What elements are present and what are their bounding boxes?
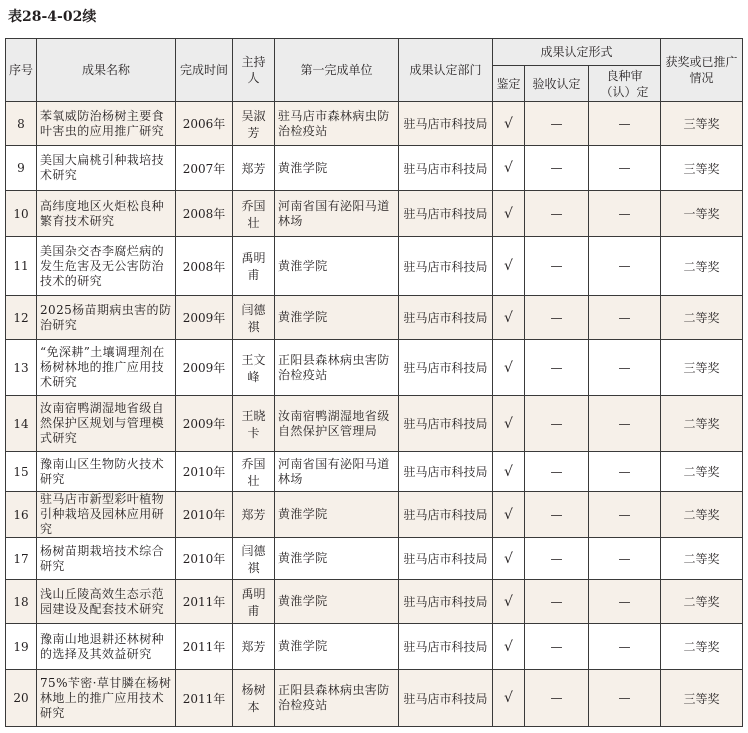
form-jianding-mark: √ bbox=[493, 102, 525, 146]
form-liangzhong-mark: — bbox=[589, 670, 661, 727]
header-form-liangzhong: 良种审（认）定 bbox=[589, 66, 661, 102]
achievement-name: 驻马店市新型彩叶植物引种栽培及园林应用研究 bbox=[37, 492, 176, 538]
row-number: 18 bbox=[6, 580, 37, 624]
first-unit: 黄淮学院 bbox=[275, 580, 399, 624]
header-form-jianding: 鉴定 bbox=[493, 66, 525, 102]
row-number: 11 bbox=[6, 237, 37, 296]
completion-time: 2010年 bbox=[176, 492, 233, 538]
certifying-dept: 驻马店市科技局 bbox=[399, 340, 493, 396]
completion-time: 2006年 bbox=[176, 102, 233, 146]
certifying-dept: 驻马店市科技局 bbox=[399, 296, 493, 340]
table-body bbox=[6, 102, 743, 727]
table-row bbox=[6, 340, 743, 396]
row-number: 9 bbox=[6, 146, 37, 191]
certifying-dept: 驻马店市科技局 bbox=[399, 396, 493, 452]
form-yanshou-mark: — bbox=[525, 624, 589, 670]
row-number: 17 bbox=[6, 538, 37, 580]
certifying-dept: 驻马店市科技局 bbox=[399, 580, 493, 624]
form-jianding-mark: √ bbox=[493, 624, 525, 670]
header-host: 主持人 bbox=[233, 39, 275, 102]
table-row bbox=[6, 538, 743, 580]
achievement-name: 美国大扁桃引种栽培技术研究 bbox=[37, 146, 176, 191]
achievement-name: 豫南山区生物防火技术研究 bbox=[37, 452, 176, 492]
form-jianding-mark: √ bbox=[493, 492, 525, 538]
form-liangzhong-mark: — bbox=[589, 340, 661, 396]
completion-time: 2009年 bbox=[176, 296, 233, 340]
award-status: 一等奖 bbox=[661, 191, 743, 237]
row-number: 13 bbox=[6, 340, 37, 396]
row-number: 16 bbox=[6, 492, 37, 538]
certifying-dept: 驻马店市科技局 bbox=[399, 146, 493, 191]
host-person: 郑芳 bbox=[233, 624, 275, 670]
header-form-yanshou: 验收认定 bbox=[525, 66, 589, 102]
host-person: 杨树本 bbox=[233, 670, 275, 727]
row-number: 20 bbox=[6, 670, 37, 727]
award-status: 二等奖 bbox=[661, 624, 743, 670]
table-row bbox=[6, 191, 743, 237]
form-yanshou-mark: — bbox=[525, 237, 589, 296]
form-jianding-mark: √ bbox=[493, 538, 525, 580]
host-person: 郑芳 bbox=[233, 492, 275, 538]
completion-time: 2008年 bbox=[176, 237, 233, 296]
first-unit: 驻马店市森林病虫防治检疫站 bbox=[275, 102, 399, 146]
header-name: 成果名称 bbox=[37, 39, 176, 102]
form-liangzhong-mark: — bbox=[589, 237, 661, 296]
form-liangzhong-mark: — bbox=[589, 102, 661, 146]
table-row bbox=[6, 102, 743, 146]
host-person: 郑芳 bbox=[233, 146, 275, 191]
table-row bbox=[6, 624, 743, 670]
form-yanshou-mark: — bbox=[525, 340, 589, 396]
row-number: 19 bbox=[6, 624, 37, 670]
achievement-name: 汝南宿鸭湖湿地省级自然保护区规划与管理模式研究 bbox=[37, 396, 176, 452]
host-person: 王晓卡 bbox=[233, 396, 275, 452]
certifying-dept: 驻马店市科技局 bbox=[399, 191, 493, 237]
host-person: 禹明甫 bbox=[233, 237, 275, 296]
host-person: 禹明甫 bbox=[233, 580, 275, 624]
completion-time: 2007年 bbox=[176, 146, 233, 191]
certifying-dept: 驻马店市科技局 bbox=[399, 452, 493, 492]
header-unit: 第一完成单位 bbox=[275, 39, 399, 102]
form-liangzhong-mark: — bbox=[589, 492, 661, 538]
achievement-name: 75%苄密·草甘膦在杨树林地上的推广应用技术研究 bbox=[37, 670, 176, 727]
row-number: 14 bbox=[6, 396, 37, 452]
award-status: 二等奖 bbox=[661, 538, 743, 580]
form-liangzhong-mark: — bbox=[589, 146, 661, 191]
achievement-name: 苯氧威防治杨树主要食叶害虫的应用推广研究 bbox=[37, 102, 176, 146]
host-person: 乔国壮 bbox=[233, 452, 275, 492]
award-status: 二等奖 bbox=[661, 396, 743, 452]
certifying-dept: 驻马店市科技局 bbox=[399, 624, 493, 670]
table-caption: 表28-4-02续 bbox=[8, 9, 97, 25]
first-unit: 黄淮学院 bbox=[275, 624, 399, 670]
award-status: 二等奖 bbox=[661, 492, 743, 538]
row-number: 8 bbox=[6, 102, 37, 146]
host-person: 乔国壮 bbox=[233, 191, 275, 237]
header-dept: 成果认定部门 bbox=[399, 39, 493, 102]
completion-time: 2011年 bbox=[176, 670, 233, 727]
form-yanshou-mark: — bbox=[525, 492, 589, 538]
table-row bbox=[6, 296, 743, 340]
achievement-name: 豫南山地退耕还林树种的选择及其效益研究 bbox=[37, 624, 176, 670]
completion-time: 2011年 bbox=[176, 580, 233, 624]
header-award: 获奖或已推广情况 bbox=[661, 39, 743, 102]
header-time: 完成时间 bbox=[176, 39, 233, 102]
form-jianding-mark: √ bbox=[493, 296, 525, 340]
completion-time: 2009年 bbox=[176, 340, 233, 396]
form-liangzhong-mark: — bbox=[589, 538, 661, 580]
first-unit: 河南省国有泌阳马道林场 bbox=[275, 452, 399, 492]
award-status: 三等奖 bbox=[661, 146, 743, 191]
achievements-table bbox=[5, 38, 743, 727]
award-status: 二等奖 bbox=[661, 580, 743, 624]
table-row bbox=[6, 146, 743, 191]
first-unit: 河南省国有泌阳马道林场 bbox=[275, 191, 399, 237]
table-row bbox=[6, 492, 743, 538]
form-liangzhong-mark: — bbox=[589, 452, 661, 492]
form-yanshou-mark: — bbox=[525, 580, 589, 624]
form-yanshou-mark: — bbox=[525, 452, 589, 492]
form-jianding-mark: √ bbox=[493, 340, 525, 396]
certifying-dept: 驻马店市科技局 bbox=[399, 492, 493, 538]
table-row bbox=[6, 237, 743, 296]
award-status: 二等奖 bbox=[661, 452, 743, 492]
certifying-dept: 驻马店市科技局 bbox=[399, 538, 493, 580]
host-person: 王文峰 bbox=[233, 340, 275, 396]
completion-time: 2010年 bbox=[176, 538, 233, 580]
first-unit: 黄淮学院 bbox=[275, 146, 399, 191]
completion-time: 2011年 bbox=[176, 624, 233, 670]
header-no: 序号 bbox=[6, 39, 37, 102]
award-status: 二等奖 bbox=[661, 296, 743, 340]
table-row bbox=[6, 396, 743, 452]
form-yanshou-mark: — bbox=[525, 296, 589, 340]
row-number: 12 bbox=[6, 296, 37, 340]
first-unit: 正阳县森林病虫害防治检疫站 bbox=[275, 670, 399, 727]
form-jianding-mark: √ bbox=[493, 580, 525, 624]
form-jianding-mark: √ bbox=[493, 452, 525, 492]
first-unit: 黄淮学院 bbox=[275, 296, 399, 340]
form-jianding-mark: √ bbox=[493, 191, 525, 237]
completion-time: 2009年 bbox=[176, 396, 233, 452]
form-yanshou-mark: — bbox=[525, 146, 589, 191]
completion-time: 2010年 bbox=[176, 452, 233, 492]
form-yanshou-mark: — bbox=[525, 191, 589, 237]
host-person: 吴淑芳 bbox=[233, 102, 275, 146]
achievement-name: 浅山丘陵高效生态示范园建设及配套技术研究 bbox=[37, 580, 176, 624]
table-row bbox=[6, 580, 743, 624]
achievement-name: 高纬度地区火炬松良种繁育技术研究 bbox=[37, 191, 176, 237]
award-status: 三等奖 bbox=[661, 670, 743, 727]
host-person: 闫德祺 bbox=[233, 538, 275, 580]
award-status: 三等奖 bbox=[661, 340, 743, 396]
host-person: 闫德祺 bbox=[233, 296, 275, 340]
form-yanshou-mark: — bbox=[525, 538, 589, 580]
form-liangzhong-mark: — bbox=[589, 580, 661, 624]
achievement-name: 杨树苗期栽培技术综合研究 bbox=[37, 538, 176, 580]
certifying-dept: 驻马店市科技局 bbox=[399, 102, 493, 146]
achievement-name: 2025杨苗期病虫害的防治研究 bbox=[37, 296, 176, 340]
form-jianding-mark: √ bbox=[493, 146, 525, 191]
header-form: 成果认定形式 bbox=[493, 39, 661, 66]
form-liangzhong-mark: — bbox=[589, 396, 661, 452]
first-unit: 汝南宿鸭湖湿地省级自然保护区管理局 bbox=[275, 396, 399, 452]
form-yanshou-mark: — bbox=[525, 396, 589, 452]
row-number: 15 bbox=[6, 452, 37, 492]
certifying-dept: 驻马店市科技局 bbox=[399, 670, 493, 727]
form-yanshou-mark: — bbox=[525, 102, 589, 146]
table-row bbox=[6, 670, 743, 727]
first-unit: 黄淮学院 bbox=[275, 492, 399, 538]
form-liangzhong-mark: — bbox=[589, 624, 661, 670]
form-liangzhong-mark: — bbox=[589, 191, 661, 237]
achievement-name: “免深耕”土壤调理剂在杨树林地的推广应用技术研究 bbox=[37, 340, 176, 396]
certifying-dept: 驻马店市科技局 bbox=[399, 237, 493, 296]
completion-time: 2008年 bbox=[176, 191, 233, 237]
first-unit: 黄淮学院 bbox=[275, 538, 399, 580]
achievement-name: 美国杂交杏李腐烂病的发生危害及无公害防治技术的研究 bbox=[37, 237, 176, 296]
form-yanshou-mark: — bbox=[525, 670, 589, 727]
form-jianding-mark: √ bbox=[493, 396, 525, 452]
first-unit: 正阳县森林病虫害防治检疫站 bbox=[275, 340, 399, 396]
award-status: 三等奖 bbox=[661, 102, 743, 146]
table-header bbox=[6, 39, 743, 102]
form-jianding-mark: √ bbox=[493, 237, 525, 296]
table-row bbox=[6, 452, 743, 492]
form-liangzhong-mark: — bbox=[589, 296, 661, 340]
form-jianding-mark: √ bbox=[493, 670, 525, 727]
first-unit: 黄淮学院 bbox=[275, 237, 399, 296]
award-status: 二等奖 bbox=[661, 237, 743, 296]
row-number: 10 bbox=[6, 191, 37, 237]
